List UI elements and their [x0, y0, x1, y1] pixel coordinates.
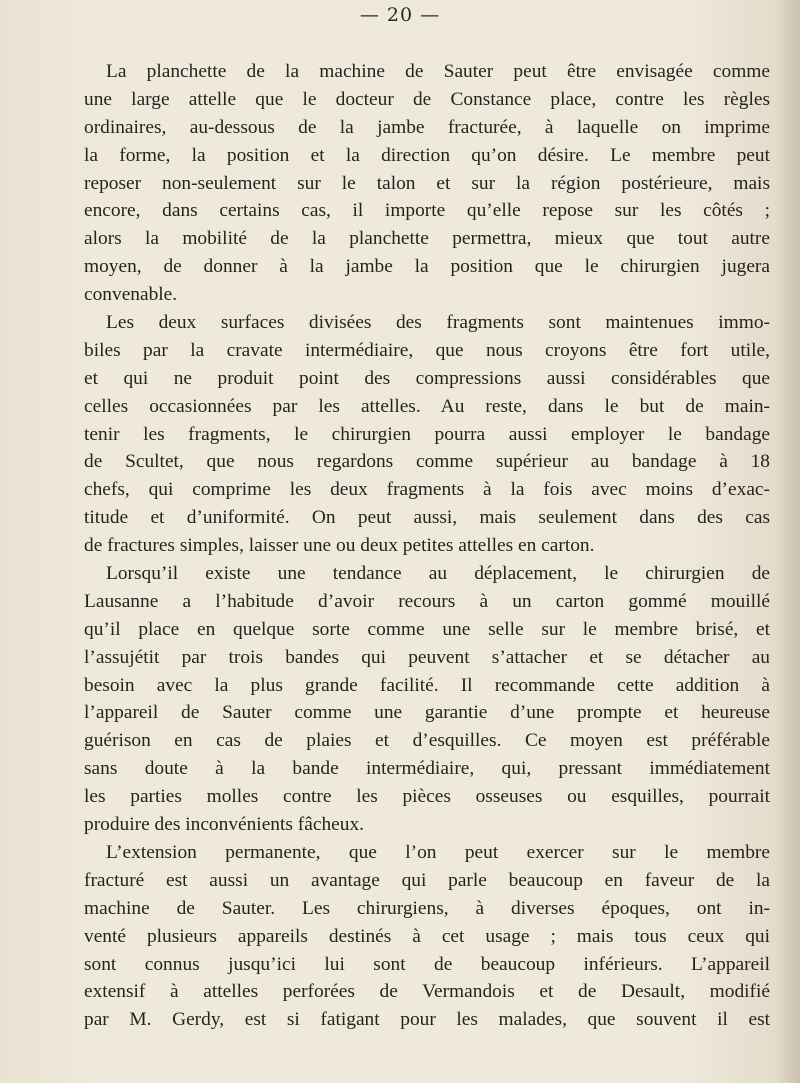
text-line: moyen, de donner à la jambe la position que le chirurgien jugera — [84, 256, 770, 278]
text-line: qu’il place en quelque sorte comme une selle sur le membre brisé, et — [84, 618, 770, 640]
text-line: titude et d’uniformité. On peut aussi, mais seulement dans des cas — [84, 507, 770, 529]
text-line: la forme, la position et la direction qu’on désire. Le membre peut — [84, 144, 770, 166]
text-line: et qui ne produit point des compressions aussi considérables que — [84, 367, 770, 389]
text-line: besoin avec la plus grande facilité. Il recommande cette addition à — [84, 674, 770, 696]
text-line: sont connus jusqu’ici lui sont de beaucoup inférieurs. L’appareil — [84, 953, 770, 975]
text-line: fracturé est aussi un avantage qui parle beaucoup en faveur de la — [84, 869, 770, 891]
text-line: alors la mobilité de la planchette permettra, mieux que tout autre — [84, 228, 770, 250]
text-line: guérison en cas de plaies et d’esquilles. Ce moyen est préférable — [84, 730, 770, 752]
text-line: celles occasionnées par les attelles. Au reste, dans le but de main- — [84, 395, 770, 417]
text-line: ordinaires, au-dessous de la jambe fracturée, à laquelle on imprime — [84, 116, 770, 138]
text-line: biles par la cravate intermédiaire, que nous croyons être fort utile, — [84, 339, 770, 361]
body-text — [84, 58, 770, 1034]
text-line: L’extension permanente, que l’on peut exercer sur le membre — [106, 841, 770, 863]
text-line: Lausanne a l’habitude d’avoir recours à un carton gommé mouillé — [84, 590, 770, 612]
text-line: les parties molles contre les pièces osseuses ou esquilles, pourrait — [84, 786, 770, 808]
text-line: l’appareil de Sauter comme une garantie d’une prompte et heureuse — [84, 702, 770, 724]
page-number: — 20 — — [359, 4, 441, 26]
text-line: produire des inconvénients fâcheux. — [84, 814, 364, 836]
text-line: extensif à attelles perforées de Vermandois et de Desault, modifié — [84, 981, 770, 1003]
text-line: venté plusieurs appareils destinés à cet usage ; mais tous ceux qui — [84, 925, 770, 947]
text-line: l’assujétit par trois bandes qui peuvent s’attacher et se détacher au — [84, 646, 770, 668]
text-line: chefs, qui comprime les deux fragments à la fois avec moins d’exac- — [84, 479, 770, 501]
text-line: sans doute à la bande intermédiaire, qui, pressant immédiatement — [84, 758, 770, 780]
text-line: Lorsqu’il existe une tendance au déplacement, le chirurgien de — [106, 563, 770, 585]
text-line: par M. Gerdy, est si fatigant pour les malades, que souvent il est — [84, 1009, 770, 1031]
text-line: de fractures simples, laisser une ou deux petites attelles en carton. — [84, 535, 595, 557]
text-line: encore, dans certains cas, il importe qu’elle repose sur les côtés ; — [84, 200, 770, 222]
text-line: reposer non-seulement sur le talon et sur la région postérieure, mais — [84, 172, 770, 194]
text-line: machine de Sauter. Les chirurgiens, à diverses époques, ont in- — [84, 897, 770, 919]
text-line: une large attelle que le docteur de Constance place, contre les règles — [84, 88, 770, 110]
text-line: Les deux surfaces divisées des fragments sont maintenues immo- — [106, 312, 770, 334]
text-line: convenable. — [84, 284, 178, 306]
text-line: de Scultet, que nous regardons comme supérieur au bandage à 18 — [84, 451, 770, 473]
text-line: tenir les fragments, le chirurgien pourra aussi employer le bandage — [84, 423, 770, 445]
text-line: La planchette de la machine de Sauter peut être envisagée comme — [106, 61, 770, 82]
